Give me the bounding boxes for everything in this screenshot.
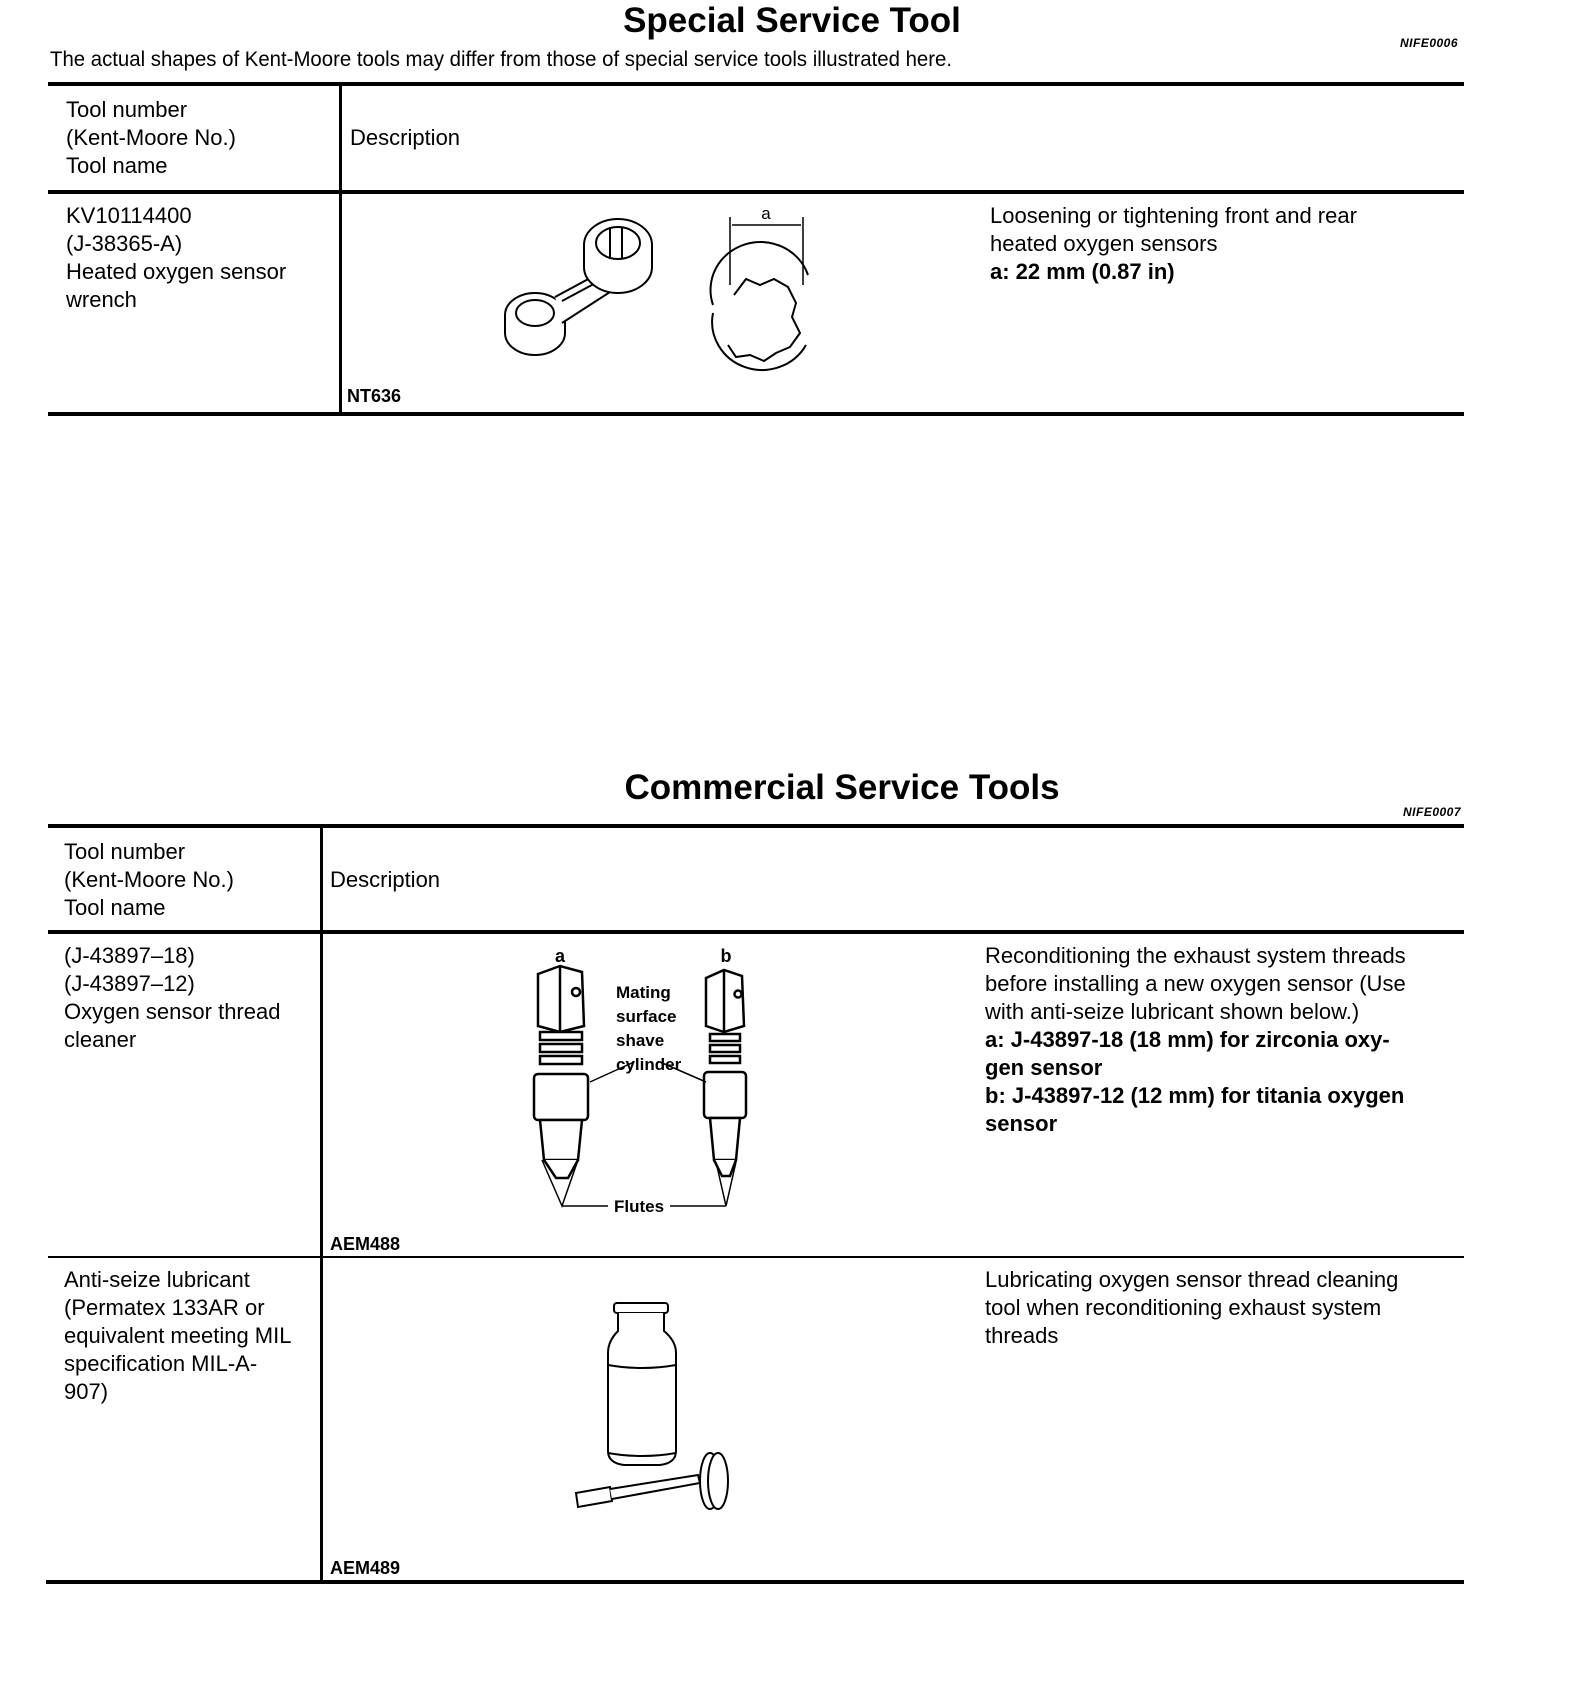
anti-seize-jar-and-brush-icon: [570, 1295, 740, 1525]
description-cell: [985, 942, 1406, 1138]
tool-name: wrench: [66, 287, 137, 312]
special-section-title: Special Service Tool: [623, 1, 961, 40]
figure-label-a: a: [554, 946, 566, 966]
tool-name: Anti-seize lubricant: [64, 1267, 250, 1292]
header-line: Tool number: [64, 839, 186, 864]
spec-line-a: a: J-43897-18 (18 mm) for zirconia oxy-: [985, 1027, 1390, 1052]
description-line: Lubricating oxygen sensor thread cleaning: [985, 1267, 1399, 1292]
header-bottom-rule: [48, 190, 1464, 194]
header-bottom-rule: [48, 930, 1464, 934]
spec-line-b: sensor: [985, 1111, 1058, 1136]
tool-name: Oxygen sensor thread: [64, 999, 281, 1024]
dimension-label-a: a: [761, 204, 771, 223]
table-top-rule: [48, 824, 1464, 828]
annotation-flutes: Flutes: [614, 1197, 665, 1216]
spec-line-a: gen sensor: [985, 1055, 1103, 1080]
figure-code: AEM488: [330, 1234, 401, 1254]
row-divider: [48, 1256, 1464, 1258]
header-line: (Kent-Moore No.): [64, 867, 234, 892]
figure-code: NT636: [347, 386, 402, 406]
description-line: before installing a new oxygen sensor (Use: [985, 971, 1406, 996]
tool-cell: [66, 202, 286, 314]
oxygen-sensor-wrench-icon: [500, 205, 830, 365]
column-divider: [339, 84, 342, 416]
tool-name: Heated oxygen sensor: [66, 259, 287, 284]
figure-code: AEM489: [330, 1558, 401, 1578]
description-line: heated oxygen sensors: [990, 231, 1218, 256]
kent-moore-number: (J-43897–12): [64, 971, 195, 996]
tool-cell: [64, 942, 280, 1054]
annotation-mating: Mating: [616, 983, 671, 1002]
table-top-rule: [48, 82, 1464, 86]
tool-name: 907): [64, 1379, 109, 1404]
figure-label-b: b: [720, 946, 732, 966]
thread-cleaner-icon: [520, 946, 790, 1216]
header-tool-column: [64, 838, 234, 922]
column-divider: [320, 826, 323, 1583]
special-section-subtitle: The actual shapes of Kent-Moore tools may differ from those of special service tools illustrated here.: [50, 48, 953, 71]
tool-name: (Permatex 133AR or: [64, 1295, 265, 1320]
description-line: tool when reconditioning exhaust system: [985, 1295, 1382, 1320]
description-cell: [990, 202, 1357, 286]
description-line: Reconditioning the exhaust system threads: [985, 943, 1406, 968]
header-line: Tool name: [64, 895, 166, 920]
description-line: with anti-seize lubricant shown below.): [985, 999, 1360, 1024]
annotation-shave: shave: [616, 1031, 665, 1050]
description-line: Loosening or tightening front and rear: [990, 203, 1357, 228]
tool-number: KV10114400: [66, 203, 192, 228]
kent-moore-number: (J-38365-A): [66, 231, 183, 256]
annotation-cylinder: cylinder: [616, 1055, 682, 1074]
header-line: (Kent-Moore No.): [66, 125, 236, 150]
header-description-column: Description: [330, 867, 441, 892]
kent-moore-number: (J-43897–18): [64, 943, 195, 968]
tool-name: cleaner: [64, 1027, 137, 1052]
tool-name: equivalent meeting MIL: [64, 1323, 292, 1348]
description-cell: [985, 1266, 1398, 1350]
dimension-spec: a: 22 mm (0.87 in): [990, 259, 1175, 284]
commercial-section-ref-code: NIFE0007: [1403, 805, 1462, 819]
table-bottom-rule: [46, 1580, 1464, 1584]
spec-line-b: b: J-43897-12 (12 mm) for titania oxygen: [985, 1083, 1405, 1108]
table-bottom-rule: [48, 412, 1464, 416]
tool-name: specification MIL-A-: [64, 1351, 258, 1376]
header-line: Tool name: [66, 153, 168, 178]
header-line: Tool number: [66, 97, 188, 122]
header-tool-column: [66, 96, 236, 180]
header-description-column: Description: [350, 125, 461, 150]
description-line: threads: [985, 1323, 1059, 1348]
commercial-section-title: Commercial Service Tools: [624, 768, 1060, 807]
special-section-ref-code: NIFE0006: [1400, 36, 1459, 50]
annotation-surface: surface: [616, 1007, 677, 1026]
tool-cell: [64, 1266, 291, 1406]
